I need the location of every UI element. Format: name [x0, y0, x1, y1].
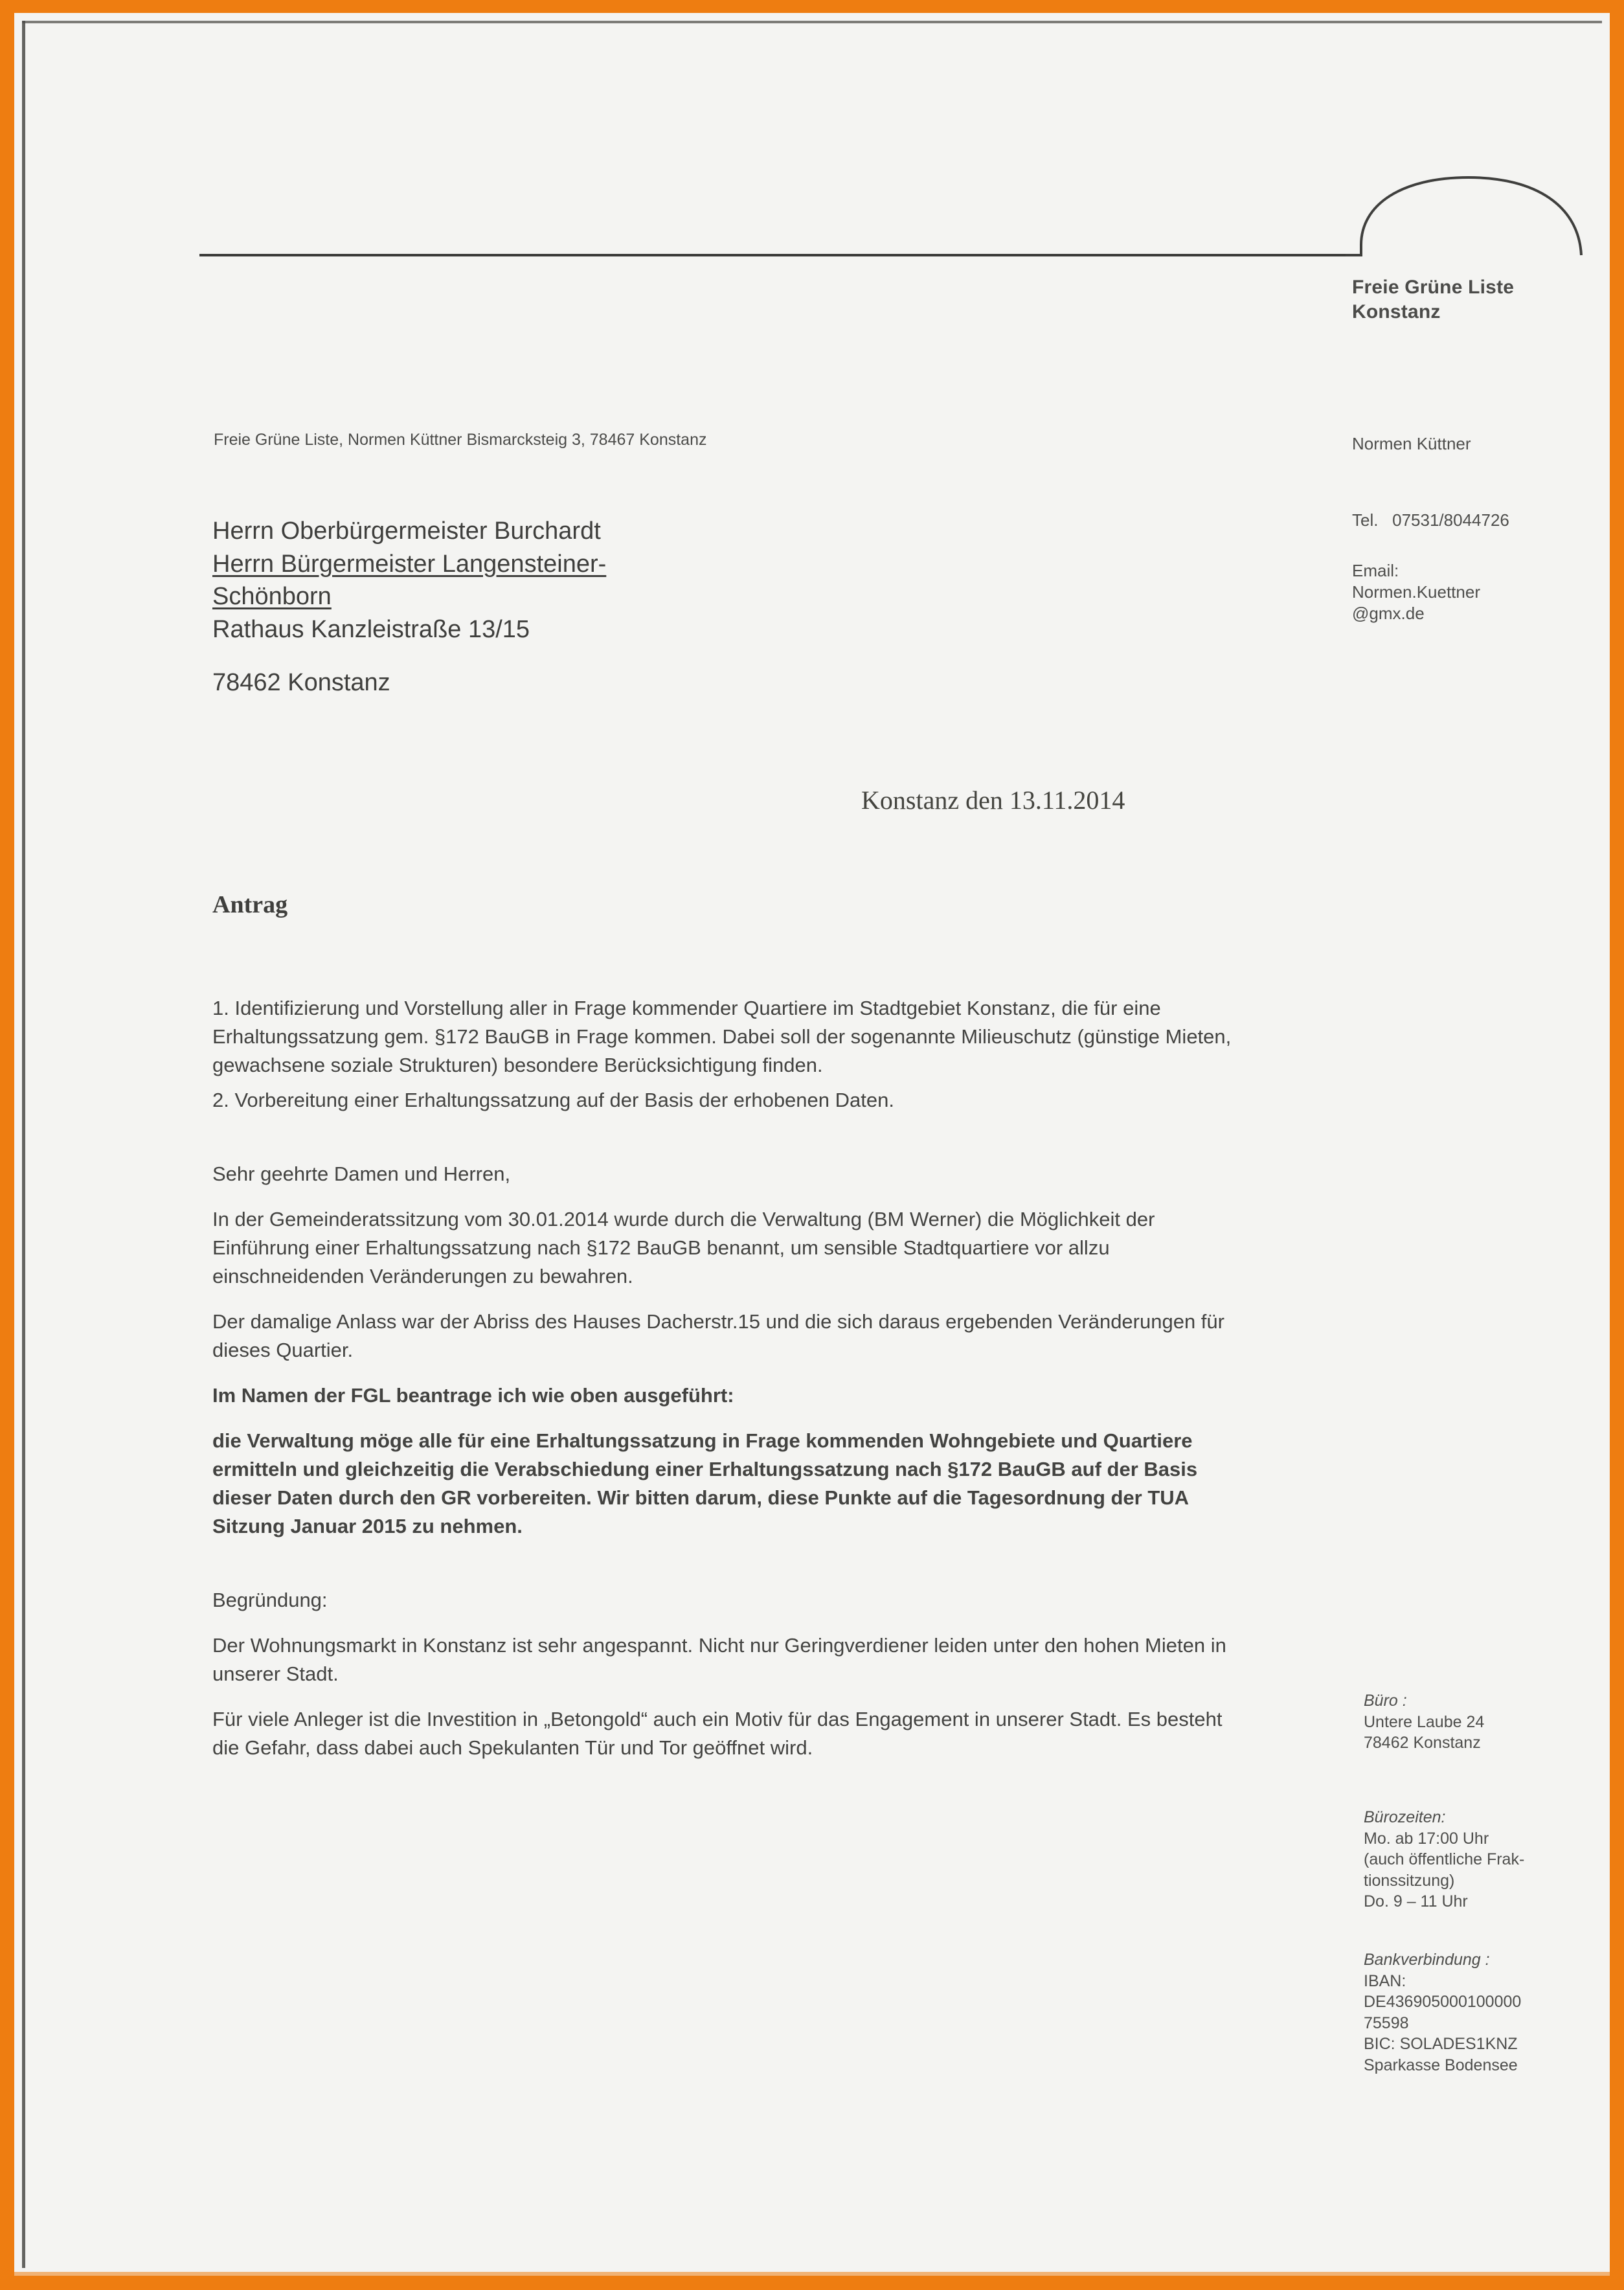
sidebar-bank-block	[1364, 1949, 1610, 2076]
salutation: Sehr geehrte Damen und Herren,	[212, 1162, 511, 1186]
sidebar-office-block	[1364, 1690, 1610, 1754]
office-hours-heading: Bürozeiten:	[1364, 1808, 1446, 1826]
recipient-line-2: Herrn Bürgermeister Langensteiner-	[212, 550, 607, 578]
bank-iban-label: IBAN:	[1364, 1971, 1406, 1990]
letterhead-rule	[199, 254, 1356, 256]
body-paragraph-4-bold: die Verwaltung möge alle für eine Erhaltungssatzung in Frage kommenden Wohngebiete und Quartiere ermitteln und gleichzeitig die Verabschiedung einer Erhaltungssatzung nach §172 BauGB auf der Basis dieser Daten durch den GR vorbereiten. Wir bitten darum, diese Punkte auf die Tagesordnung der TUA Sitzung Januar 2015 zu nehmen.	[212, 1429, 1198, 1538]
request-item-2: 2. Vorbereitung einer Erhaltungssatzung auf der Basis der erhobenen Daten.	[212, 1089, 894, 1112]
office-city: 78462 Konstanz	[1364, 1734, 1481, 1752]
email-local-part: Normen.Kuettner	[1352, 582, 1480, 602]
office-hours-line-2: (auch öffentliche Frak-	[1364, 1850, 1525, 1868]
sidebar-contact-name: Normen Küttner	[1352, 434, 1471, 453]
office-hours-line-3: tionssitzung)	[1364, 1871, 1455, 1890]
recipient-spacer	[212, 646, 606, 666]
sender-return-address: Freie Grüne Liste, Normen Küttner Bismarcksteig 3, 78467 Konstanz	[214, 431, 707, 449]
recipient-line-5: 78462 Konstanz	[212, 669, 390, 697]
brand-line-1: Freie Grüne Liste	[1352, 277, 1515, 298]
scan-edge-left	[22, 21, 25, 2268]
letter-body	[212, 994, 1248, 1779]
body-paragraph-6: Für viele Anleger ist die Investition in „Betongold“ auch ein Motiv für das Engagement in unserer Stadt. Es besteht die Gefahr, dass dabei auch Spekulanten Tür und Tor geöffnet wird.	[212, 1708, 1223, 1760]
recipient-line-1: Herrn Oberbürgermeister Burchardt	[212, 517, 601, 545]
email-domain-part: @gmx.de	[1352, 603, 1425, 623]
bank-institute: Sparkasse Bodensee	[1364, 2056, 1518, 2074]
email-label: Email:	[1352, 561, 1399, 580]
body-spacer-2	[212, 1558, 1248, 1586]
bank-iban-line-1: DE436905000100000	[1364, 1993, 1522, 2011]
body-spacer-1	[212, 1131, 1248, 1160]
bank-bic: BIC: SOLADES1KNZ	[1364, 2035, 1518, 2053]
date-line: Konstanz den 13.11.2014	[861, 786, 1125, 815]
scanned-letter-page	[14, 13, 1610, 2276]
request-item-1: 1. Identifizierung und Vorstellung aller in Frage kommender Quartiere im Stadtgebiet Konstanz, die für eine Erhaltungssatzung gem. §172 BauGB in Frage kommen. Dabei soll der sogenannte Milieuschutz (günstige Mieten, gewachsene soziale Strukturen) besondere Berücksichtigung finden.	[212, 997, 1232, 1077]
office-hours-line-1: Mo. ab 17:00 Uhr	[1364, 1829, 1489, 1848]
office-hours-line-4: Do. 9 – 11 Uhr	[1364, 1892, 1468, 1910]
body-paragraph-2: Der damalige Anlass war der Abriss des Hauses Dacherstr.15 und die sich daraus ergebenden Veränderungen für dieses Quartier.	[212, 1310, 1224, 1362]
bank-heading: Bankverbindung :	[1364, 1951, 1490, 1969]
scan-edge-bottom	[14, 2272, 1610, 2276]
office-street: Untere Laube 24	[1364, 1712, 1485, 1731]
reason-heading: Begründung:	[212, 1589, 328, 1612]
recipient-address-block	[212, 515, 606, 699]
recipient-line-4: Rathaus Kanzleistraße 13/15	[212, 615, 530, 643]
dome-arc-logo-icon	[1342, 174, 1597, 256]
office-heading: Büro :	[1364, 1692, 1407, 1710]
recipient-line-3: Schönborn	[212, 583, 332, 611]
subject-heading: Antrag	[212, 891, 288, 918]
body-paragraph-5: Der Wohnungsmarkt in Konstanz ist sehr angespannt. Nicht nur Geringverdiener leiden unter den hohen Mieten in unserer Stadt.	[212, 1634, 1226, 1686]
sidebar-telephone: Tel. 07531/8044726	[1352, 510, 1509, 530]
scan-edge-top	[22, 21, 1602, 23]
body-paragraph-3-bold: Im Namen der FGL beantrage ich wie oben ausgeführt:	[212, 1384, 734, 1407]
organization-name	[1352, 275, 1610, 325]
body-paragraph-1: In der Gemeinderatssitzung vom 30.01.2014 wurde durch die Verwaltung (BM Werner) die Möglichkeit der Einführung einer Erhaltungssatzung nach §172 BauGB benannt, um sensible Stadtquartiere vor allzu einschneidenden Veränderungen zu bewahren.	[212, 1208, 1155, 1288]
sidebar-office-hours-block	[1364, 1807, 1610, 1912]
brand-line-2: Konstanz	[1352, 301, 1441, 323]
sidebar-email-block	[1352, 560, 1610, 624]
bank-iban-line-2: 75598	[1364, 2013, 1409, 2032]
